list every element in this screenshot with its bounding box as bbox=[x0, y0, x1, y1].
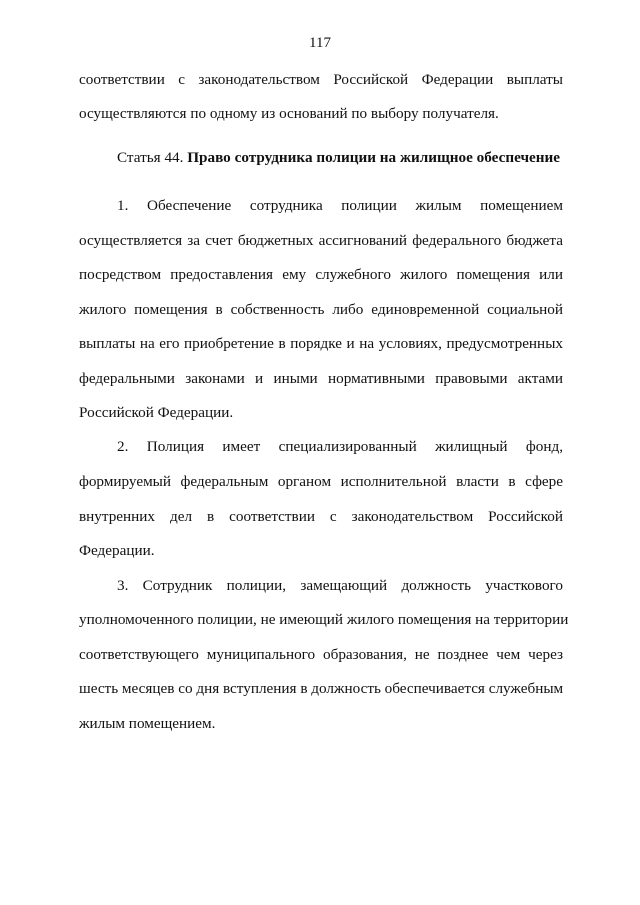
paragraph-3-line: шесть месяцев со дня вступления в должность обеспечивается служебным bbox=[79, 680, 564, 697]
page-number: 117 bbox=[309, 35, 331, 51]
paragraph-3-line: соответствующего муниципального образования, не позднее чем через bbox=[79, 646, 563, 663]
intro-line: соответствии с законодательством Российской Федерации выплаты bbox=[79, 71, 563, 88]
paragraph-1-line: осуществляется за счет бюджетных ассигнований федерального бюджета bbox=[79, 232, 563, 249]
paragraph-3-line: 3. Сотрудник полиции, замещающий должность участкового bbox=[117, 577, 563, 594]
paragraph-1-line: посредством предоставления ему служебного жилого помещения или bbox=[79, 266, 563, 283]
paragraph-2-line: 2. Полиция имеет специализированный жилищный фонд, bbox=[117, 438, 563, 455]
article-title: Право сотрудника полиции на жилищное обеспечение bbox=[187, 149, 560, 166]
paragraph-1-line: 1. Обеспечение сотрудника полиции жилым помещением bbox=[117, 197, 563, 214]
paragraph-2-line: формируемый федеральным органом исполнительной власти в сфере bbox=[79, 473, 563, 490]
paragraph-3-line: жилым помещением. bbox=[79, 715, 216, 732]
paragraph-1-line: выплаты на его приобретение в порядке и на условиях, предусмотренных bbox=[79, 335, 563, 352]
paragraph-1-line: Российской Федерации. bbox=[79, 404, 234, 421]
article-heading bbox=[117, 148, 587, 168]
paragraph-2-line: Федерации. bbox=[79, 542, 155, 559]
paragraph-2-line: внутренних дел в соответствии с законодательством Российской bbox=[79, 508, 563, 525]
paragraph-1-line: федеральными законами и иными нормативными правовыми актами bbox=[79, 370, 563, 387]
intro-line: осуществляются по одному из оснований по выбору получателя. bbox=[79, 105, 499, 122]
paragraph-3-line: уполномоченного полиции, не имеющий жилого помещения на территории bbox=[79, 611, 569, 628]
article-prefix: Статья 44. bbox=[117, 149, 184, 166]
paragraph-1-line: жилого помещения в собственность либо единовременной социальной bbox=[79, 301, 563, 318]
